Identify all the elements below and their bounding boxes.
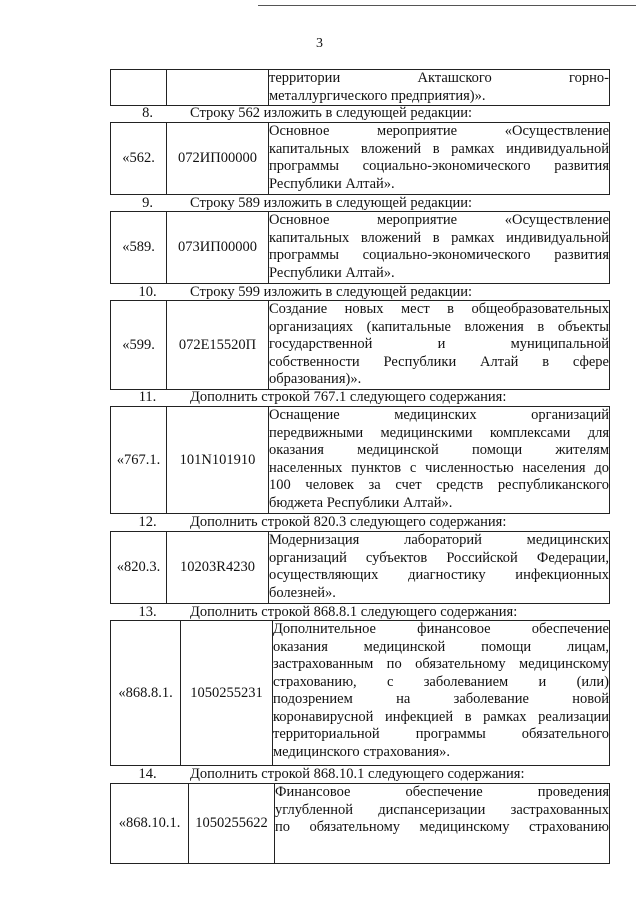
page-number: 3 bbox=[316, 36, 323, 51]
description-cell bbox=[269, 212, 610, 284]
code-cell: 073ИП00000 bbox=[167, 212, 269, 284]
description-line: металлургического предприятия)». bbox=[269, 87, 486, 104]
table-row bbox=[110, 122, 610, 195]
description-line: Республики Алтай». bbox=[269, 264, 395, 281]
description-line: программы социально-экономического развития bbox=[269, 247, 609, 263]
description-line: территории Акташского горно- bbox=[269, 70, 609, 86]
code-cell: 10203R4230 bbox=[167, 532, 269, 604]
item-number: 8. bbox=[142, 105, 153, 121]
description-line: оказания медицинской помощи лицам, bbox=[273, 638, 609, 655]
description-line: передвижными медицинскими комплексами для bbox=[269, 424, 609, 441]
table-row bbox=[110, 406, 610, 514]
description-line: собственности Республики Алтай в сфере bbox=[269, 353, 609, 370]
item-number: 10. bbox=[138, 284, 157, 300]
description-line: углубленной диспансеризации застрахованных bbox=[275, 801, 609, 818]
description-line: медицинского страхования». bbox=[273, 743, 451, 760]
description-line: застрахованным по обязательному медицинскому bbox=[273, 656, 609, 672]
item-text: Строку 589 изложить в следующей редакции: bbox=[190, 195, 473, 211]
item-number: 11. bbox=[138, 389, 157, 405]
description-line: болезней». bbox=[269, 584, 336, 601]
description-line: Республики Алтай». bbox=[269, 175, 395, 192]
item-text: Строку 599 изложить в следующей редакции: bbox=[190, 284, 473, 300]
code-cell: 072ИП00000 bbox=[167, 123, 269, 195]
table-row bbox=[110, 211, 610, 284]
amendment-item bbox=[110, 195, 610, 212]
description-line: Основное мероприятие «Осуществление bbox=[269, 123, 609, 139]
amendment-item bbox=[110, 389, 610, 406]
item-number: 14. bbox=[138, 766, 157, 782]
row-number-cell: «820.3. bbox=[111, 532, 167, 604]
description-cell bbox=[273, 621, 610, 766]
description-cell bbox=[269, 532, 610, 604]
description-line: Финансовое обеспечение проведения bbox=[275, 784, 609, 800]
description-line: организациях (капитальные вложения в объекты bbox=[269, 318, 609, 335]
row-number-cell: «599. bbox=[111, 301, 167, 390]
code-cell: 1050255231 bbox=[181, 621, 273, 766]
description-cell bbox=[275, 784, 610, 864]
item-text: Дополнить строкой 767.1 следующего содержания: bbox=[190, 389, 507, 405]
description-line: программы социально-экономического развития bbox=[269, 158, 609, 174]
code-cell: 101N101910 bbox=[167, 407, 269, 514]
table-row-continuation bbox=[110, 69, 610, 106]
table-row bbox=[110, 620, 610, 766]
row-number-cell: «562. bbox=[111, 123, 167, 195]
description-line: Дополнительное финансовое обеспечение bbox=[273, 621, 609, 637]
description-line: образования)». bbox=[269, 371, 362, 387]
description-line: населенных пунктов с численностью населения до bbox=[269, 459, 609, 476]
item-text: Дополнить строкой 868.8.1 следующего содержания: bbox=[190, 604, 518, 620]
description-line: государственной и муниципальной bbox=[269, 336, 609, 352]
number-cell bbox=[111, 70, 167, 106]
row-number-cell: «868.10.1. bbox=[111, 784, 189, 864]
description-line: бюджета Республики Алтай». bbox=[269, 494, 453, 511]
description-line: Модернизация лабораторий медицинских bbox=[269, 532, 609, 548]
description-cell bbox=[269, 70, 610, 106]
table-row bbox=[110, 531, 610, 604]
row-number-cell: «589. bbox=[111, 212, 167, 284]
amendment-item bbox=[110, 284, 610, 301]
amendment-item bbox=[110, 766, 610, 783]
amendment-item bbox=[110, 604, 610, 621]
table-row bbox=[110, 783, 610, 864]
description-line: коронавирусной инфекцией в рамках реализации bbox=[273, 708, 609, 725]
table-row bbox=[110, 300, 610, 390]
item-text: Дополнить строкой 868.10.1 следующего содержания: bbox=[190, 766, 525, 782]
item-number: 9. bbox=[142, 195, 153, 211]
description-line: оказания медицинской помощи жителям bbox=[269, 442, 609, 458]
description-line: Создание новых мест в общеобразовательных bbox=[269, 301, 609, 317]
item-text: Строку 562 изложить в следующей редакции: bbox=[190, 105, 473, 121]
description-line: Оснащение медицинских организаций bbox=[269, 407, 609, 423]
description-line: 100 человек за счет средств республиканского bbox=[269, 477, 609, 493]
description-line: подозрением на заболевание новой bbox=[273, 691, 609, 707]
code-cell: 1050255622 bbox=[189, 784, 275, 864]
description-line: капитальных вложений в рамках индивидуальной bbox=[269, 140, 609, 157]
item-text: Дополнить строкой 820.3 следующего содержания: bbox=[190, 514, 507, 530]
amendment-item bbox=[110, 105, 610, 122]
description-line: осуществляющих диагностику инфекционных bbox=[269, 567, 609, 583]
description-cell bbox=[269, 123, 610, 195]
description-line: организаций субъектов Российской Федерации, bbox=[269, 549, 609, 566]
top-rule bbox=[258, 5, 636, 6]
description-line: Основное мероприятие «Осуществление bbox=[269, 212, 609, 228]
description-cell bbox=[269, 407, 610, 514]
code-cell bbox=[167, 70, 269, 106]
description-line: по обязательному медицинскому страхованию bbox=[275, 819, 609, 835]
code-cell: 072Е15520П bbox=[167, 301, 269, 390]
description-cell bbox=[269, 301, 610, 390]
row-number-cell: «868.8.1. bbox=[111, 621, 181, 766]
description-line: территориальной программы обязательного bbox=[273, 726, 609, 742]
description-line: капитальных вложений в рамках индивидуальной bbox=[269, 229, 609, 246]
row-number-cell: «767.1. bbox=[111, 407, 167, 514]
item-number: 12. bbox=[138, 514, 157, 530]
amendment-item bbox=[110, 514, 610, 531]
description-line: страхованию, с заболеванием и (или) bbox=[273, 673, 609, 690]
item-number: 13. bbox=[138, 604, 157, 620]
